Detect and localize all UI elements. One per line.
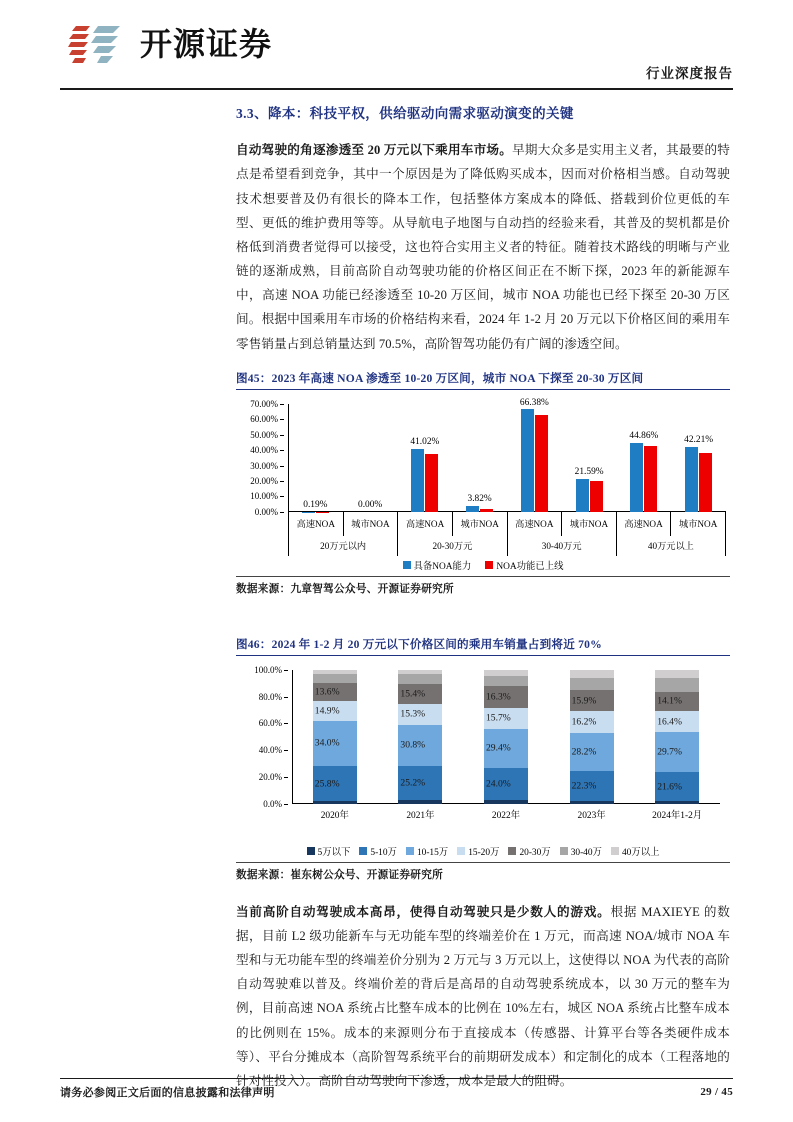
- content-column: [236, 96, 730, 1103]
- figure-45-price-group-label: 40万元以上: [617, 536, 726, 556]
- figure-45-y-tick: [280, 404, 284, 405]
- figure-46-bar-column: [292, 670, 378, 804]
- figure-45-category-label: 高速NOA: [288, 512, 344, 536]
- figure-46-data-label: 28.2%: [571, 746, 597, 758]
- figure-45-y-tick-label: 0.00%: [254, 506, 278, 517]
- figure-46-legend-label: 5万以下: [317, 847, 351, 858]
- figure-46-chart: [236, 662, 730, 842]
- figure-46-legend: [236, 844, 730, 858]
- figure-45-category-label: 城市NOA: [671, 512, 726, 536]
- figure-46-legend-label: 20-30万: [519, 847, 551, 858]
- figure-45-y-tick-label: 10.00%: [250, 491, 278, 502]
- figure-46-legend-label: 30-40万: [570, 847, 602, 858]
- paragraph-2-body: 根据 MAXIEYE 的数据，目前 L2 级功能新车与无功能车型的终端差价在 1 万元，而高速 NOA/城市 NOA 车型和与无功能车型的终端差价分别为 2 万元与 3 万元以上，这使得以 NOA 为代表的高阶自动驾驶难以普及。终端价差的背后是高昂的自动驾驶系统成本，以 30 万元的整车为例，目前高速 NOA 系统占比整车成本的比例在 10%左右，城区 NOA 系统占比整车成本的比例则在 15%。成本的来源则分布于直接成本（传感器、计算平台等各类硬件成本等）、平台分摊成本（高阶智驾系统平台的前期研发成本）和定制化的成本（工程落地的针对性投入）。高阶自动驾驶向下渗透，成本是最大的阻碍。: [236, 904, 730, 1088]
- figure-46-bar-segment: [398, 684, 442, 705]
- figure-46-bar-segment: [313, 683, 357, 701]
- figure-46-y-tick-label: 40.0%: [258, 745, 282, 756]
- footer-disclaimer: 请务必参阅正文后面的信息披露和法律声明: [60, 1087, 275, 1099]
- figure-45-bar: [411, 449, 424, 512]
- figure-45-data-label: 66.38%: [519, 397, 549, 408]
- figure-45-data-label: 3.82%: [467, 494, 492, 505]
- figure-46-y-tick-label: 100.0%: [254, 664, 282, 675]
- section-heading: 3.3、降本：科技平权，供给驱动向需求驱动演变的关键: [236, 106, 574, 121]
- figure-46-bar-segment: [484, 800, 528, 803]
- figure-46-category-label: 2021年: [406, 810, 435, 821]
- figure-46-category-labels: [292, 806, 720, 826]
- figure-46-bar-segment: [570, 690, 614, 711]
- figure-45-y-tick-label: 50.00%: [250, 429, 278, 440]
- figure-46-data-label: 16.3%: [485, 691, 511, 703]
- figure-46-title: 图46：2024 年 1-2 月 20 万元以下价格区间的乘用车销量占到将近 70%: [236, 636, 730, 656]
- legend-swatch-icon: [403, 561, 411, 569]
- figure-45-bar: [699, 453, 712, 512]
- figure-45-plot-area: [288, 397, 726, 512]
- figure-46-legend-label: 5-10万: [370, 847, 397, 858]
- figure-45-bar-group: [343, 404, 398, 512]
- figure-45-y-tick: [280, 435, 284, 436]
- figure-46-y-tick-label: 80.0%: [258, 691, 282, 702]
- figure-45-group-labels: [288, 536, 726, 556]
- figure-45: [236, 370, 730, 596]
- figure-46-bar-segment: [484, 676, 528, 686]
- figure-46-bar-segment: [398, 800, 442, 804]
- figure-46-data-label: 25.8%: [314, 778, 340, 790]
- figure-46-data-label: 34.0%: [314, 737, 340, 749]
- figure-46-bar-segment: [398, 766, 442, 800]
- figure-46-bar-segment: [313, 701, 357, 721]
- figure-45-price-group-label: 20万元以内: [288, 536, 398, 556]
- figure-46-bar-segment: [655, 670, 699, 678]
- figure-46-legend-label: 40万以上: [621, 847, 660, 858]
- figure-46-y-axis: [236, 664, 288, 809]
- figure-45-y-tick-label: 40.00%: [250, 445, 278, 456]
- figure-46-bar-segment: [570, 733, 614, 771]
- figure-45-category-label: 城市NOA: [453, 512, 508, 536]
- figure-46-y-tick: [284, 723, 288, 724]
- figure-45-legend-label: 具备NOA能力: [413, 561, 472, 572]
- figure-45-data-label: 0.19%: [303, 499, 328, 510]
- figure-46-data-label: 15.7%: [485, 712, 511, 724]
- figure-46-y-tick: [284, 777, 288, 778]
- figure-46-bar-segment: [398, 725, 442, 766]
- figure-45-category-label: 城市NOA: [344, 512, 399, 536]
- legend-swatch-icon: [485, 561, 493, 569]
- page-footer: [60, 1078, 733, 1100]
- figure-46-legend-label: 10-15万: [416, 847, 449, 858]
- figure-45-category-label: 高速NOA: [508, 512, 563, 536]
- figure-45-data-label: 0.00%: [358, 500, 383, 511]
- figure-46-category-label: 2022年: [491, 810, 521, 821]
- footer-page-number: 29 / 45: [700, 1086, 733, 1098]
- figure-46-y-tick: [284, 804, 288, 805]
- legend-swatch-icon: [359, 847, 367, 855]
- figure-46-data-label: 30.8%: [400, 739, 426, 751]
- figure-46-stacked-bar: [570, 670, 614, 804]
- header-divider: [60, 88, 733, 90]
- figure-45-y-tick-label: 20.00%: [250, 475, 278, 486]
- figure-46-bar-segment: [655, 692, 699, 711]
- figure-45-category-label: 高速NOA: [617, 512, 672, 536]
- figure-46-bar-segment: [655, 711, 699, 733]
- figure-45-price-group-label: 20-30万元: [398, 536, 507, 556]
- figure-45-source: 数据来源：九章智驾公众号、开源证券研究所: [236, 576, 730, 596]
- figure-45-bar: [535, 415, 548, 511]
- figure-46-legend-item[interactable]: [457, 844, 499, 858]
- figure-46-y-tick: [284, 697, 288, 698]
- figure-45-bar-group: [617, 404, 672, 512]
- figure-45-legend-item[interactable]: [403, 558, 472, 572]
- figure-46-data-label: 15.9%: [571, 695, 597, 707]
- figure-45-bar: [590, 481, 603, 512]
- figure-46-stacked-bar: [484, 670, 528, 804]
- figure-46-legend-item[interactable]: [560, 844, 602, 858]
- figure-45-legend: [236, 558, 730, 572]
- figure-45-y-tick: [280, 512, 284, 513]
- figure-46-bar-column: [378, 670, 464, 804]
- figure-45-bar-group: [671, 404, 726, 512]
- figure-46-bar-segment: [313, 674, 357, 683]
- brand-name: 开源证券: [140, 26, 273, 62]
- page-header: [0, 0, 793, 96]
- figure-46-data-label: 15.4%: [400, 688, 426, 700]
- report-type-label: 行业深度报告: [646, 66, 733, 81]
- figure-46-data-label: 16.4%: [657, 716, 682, 727]
- figure-46-bar-segment: [655, 732, 699, 772]
- figure-45-category-label: 高速NOA: [398, 512, 453, 536]
- figure-46-data-label: 29.4%: [485, 742, 511, 754]
- brand-logo: [68, 20, 272, 68]
- figure-45-bar-group: [562, 404, 617, 512]
- figure-46-y-tick-label: 20.0%: [258, 771, 282, 782]
- figure-46-plot-area: [292, 670, 720, 804]
- figure-46-bar-column: [549, 670, 635, 804]
- figure-46-legend-item[interactable]: [508, 844, 550, 858]
- figure-45-y-tick-label: 70.00%: [250, 398, 278, 409]
- paragraph-2-lead: 当前高阶自动驾驶成本高昂，使得自动驾驶只是少数人的游戏。: [236, 904, 611, 919]
- figure-45-data-label: 41.02%: [410, 436, 440, 447]
- figure-46-stacked-bar: [655, 670, 699, 804]
- figure-45-y-tick: [280, 481, 284, 482]
- paragraph-1-body: 早期大众多是实用主义者，其最要的特点是希望看到竞争，其中一个原因是为了降低购买成本，因而对价格相当感。自动驾驶技术想要普及仍有很长的降本工作，包括整体方案成本的降低、搭载到价位更低的车型、更低的维护费用等等。从导航电子地图与自动挡的经验来看，其普及的契机都是价格低到消费者觉得可以接受，这也符合实用主义者的特征。随着技术路线的明晰与产业链的逐渐成熟，目前高阶自动驾驶功能的价格区间正在不断下探，2023 年的新能源车中，高速 NOA 功能已经渗透至 10-20 万区间，城市 NOA 功能也已经下探至 20-30 万区间。根据中国乘用车市场的价格结构来看，2024 年 1-2 月 20 万元以下价格区间的乘用车零售销量占到总销量达到 70.5%，高阶智驾功能仍有广阔的渗透空间。: [236, 143, 731, 351]
- figure-45-bar-group: [452, 404, 507, 512]
- figure-46-legend-item[interactable]: [359, 844, 397, 858]
- figure-46-data-label: 14.9%: [314, 705, 340, 717]
- figure-46-bar-segment: [313, 801, 357, 804]
- figure-45-bar-group: [398, 404, 453, 512]
- figure-45-bar-group: [507, 397, 562, 512]
- figure-45-y-tick: [280, 466, 284, 467]
- figure-46-y-tick: [284, 670, 288, 671]
- figure-45-data-label: 21.59%: [574, 466, 604, 477]
- figure-46-y-tick-label: 60.0%: [258, 718, 282, 729]
- figure-46-bar-segment: [484, 729, 528, 768]
- figure-46-bar-segment: [570, 670, 614, 678]
- figure-46-legend-label: 15-20万: [468, 847, 500, 858]
- figure-46-bar-segment: [398, 704, 442, 725]
- figure-45-category-labels: [288, 512, 726, 536]
- figure-46-bar-column: [463, 670, 549, 804]
- figure-46-bar-segment: [570, 801, 614, 804]
- figure-46-bar-segment: [570, 771, 614, 801]
- figure-46-category-label: 2023年: [577, 810, 606, 821]
- figure-46-source: 数据来源：崔东树公众号、开源证券研究所: [236, 862, 730, 882]
- figure-46-bar-segment: [398, 674, 442, 683]
- figure-46-legend-item[interactable]: [307, 844, 351, 858]
- figure-45-data-label: 42.21%: [684, 435, 714, 446]
- figure-45-category-label: 城市NOA: [562, 512, 617, 536]
- figure-45-bar-group: [288, 404, 343, 512]
- figure-45-bar: [630, 443, 643, 512]
- figure-46-bar-column: [634, 670, 720, 804]
- figure-45-bar: [521, 409, 534, 511]
- figure-45-y-tick-label: 30.00%: [250, 460, 278, 471]
- figure-46-category-label: 2024年1-2月: [652, 810, 703, 821]
- figure-46-data-label: 25.2%: [400, 777, 426, 789]
- figure-46-data-label: 21.6%: [657, 781, 682, 793]
- figure-46-data-label: 16.2%: [571, 716, 597, 728]
- figure-45-y-tick: [280, 419, 284, 420]
- figure-46: [236, 636, 730, 882]
- figure-46-y-tick-label: 0.0%: [263, 798, 282, 809]
- figure-45-bar: [576, 479, 589, 512]
- figure-46-bar-segment: [655, 678, 699, 692]
- legend-swatch-icon: [508, 847, 516, 855]
- figure-46-bar-segment: [484, 686, 528, 708]
- figure-45-y-axis: [236, 398, 284, 517]
- figure-46-legend-item[interactable]: [406, 844, 448, 858]
- figure-45-bar: [644, 446, 657, 512]
- kaiyuan-arrow-logo-icon: [68, 20, 130, 68]
- figure-45-legend-label: NOA功能已上线: [496, 561, 564, 572]
- figure-46-legend-item[interactable]: [611, 844, 660, 858]
- figure-46-bar-segment: [570, 678, 614, 690]
- figure-45-price-group-label: 30-40万元: [508, 536, 617, 556]
- figure-46-bar-segment: [484, 708, 528, 729]
- figure-46-data-label: 15.3%: [400, 708, 426, 720]
- figure-46-bar-segment: [313, 721, 357, 767]
- paragraph-1-lead: 自动驾驶的角逐渗透至 20 万元以下乘用车市场。: [236, 143, 513, 158]
- figure-45-title: 图45：2023 年高速 NOA 渗透至 10-20 万区间，城市 NOA 下探至 20-30 万区间: [236, 370, 730, 390]
- figure-45-legend-item[interactable]: [485, 558, 563, 572]
- figure-45-data-label: 44.86%: [629, 430, 659, 441]
- figure-46-data-label: 29.7%: [657, 746, 682, 758]
- figure-46-bar-segment: [655, 801, 699, 804]
- legend-swatch-icon: [560, 847, 568, 855]
- figure-46-bar-segment: [484, 768, 528, 800]
- figure-46-data-label: 14.1%: [657, 695, 682, 707]
- paragraph-1: [236, 138, 730, 356]
- figure-45-bar: [685, 447, 698, 512]
- figure-45-y-tick-label: 60.00%: [250, 414, 278, 425]
- figure-46-stacked-bar: [398, 670, 442, 804]
- figure-46-bar-segment: [313, 766, 357, 801]
- figure-46-y-tick: [284, 750, 288, 751]
- figure-45-bar: [425, 454, 438, 512]
- figure-46-bar-segment: [570, 711, 614, 733]
- figure-46-bar-segment: [655, 772, 699, 801]
- legend-swatch-icon: [406, 847, 414, 855]
- figure-46-stacked-bar: [313, 670, 357, 804]
- figure-46-data-label: 24.0%: [485, 778, 511, 790]
- figure-46-category-label: 2020年: [320, 810, 349, 821]
- legend-swatch-icon: [457, 847, 465, 855]
- figure-45-chart: [236, 396, 730, 556]
- figure-45-y-tick: [280, 496, 284, 497]
- legend-swatch-icon: [307, 847, 315, 855]
- figure-46-data-label: 22.3%: [571, 780, 597, 792]
- paragraph-2: [236, 900, 730, 1093]
- figure-46-data-label: 13.6%: [314, 686, 340, 698]
- figure-45-y-tick: [280, 450, 284, 451]
- legend-swatch-icon: [611, 847, 619, 855]
